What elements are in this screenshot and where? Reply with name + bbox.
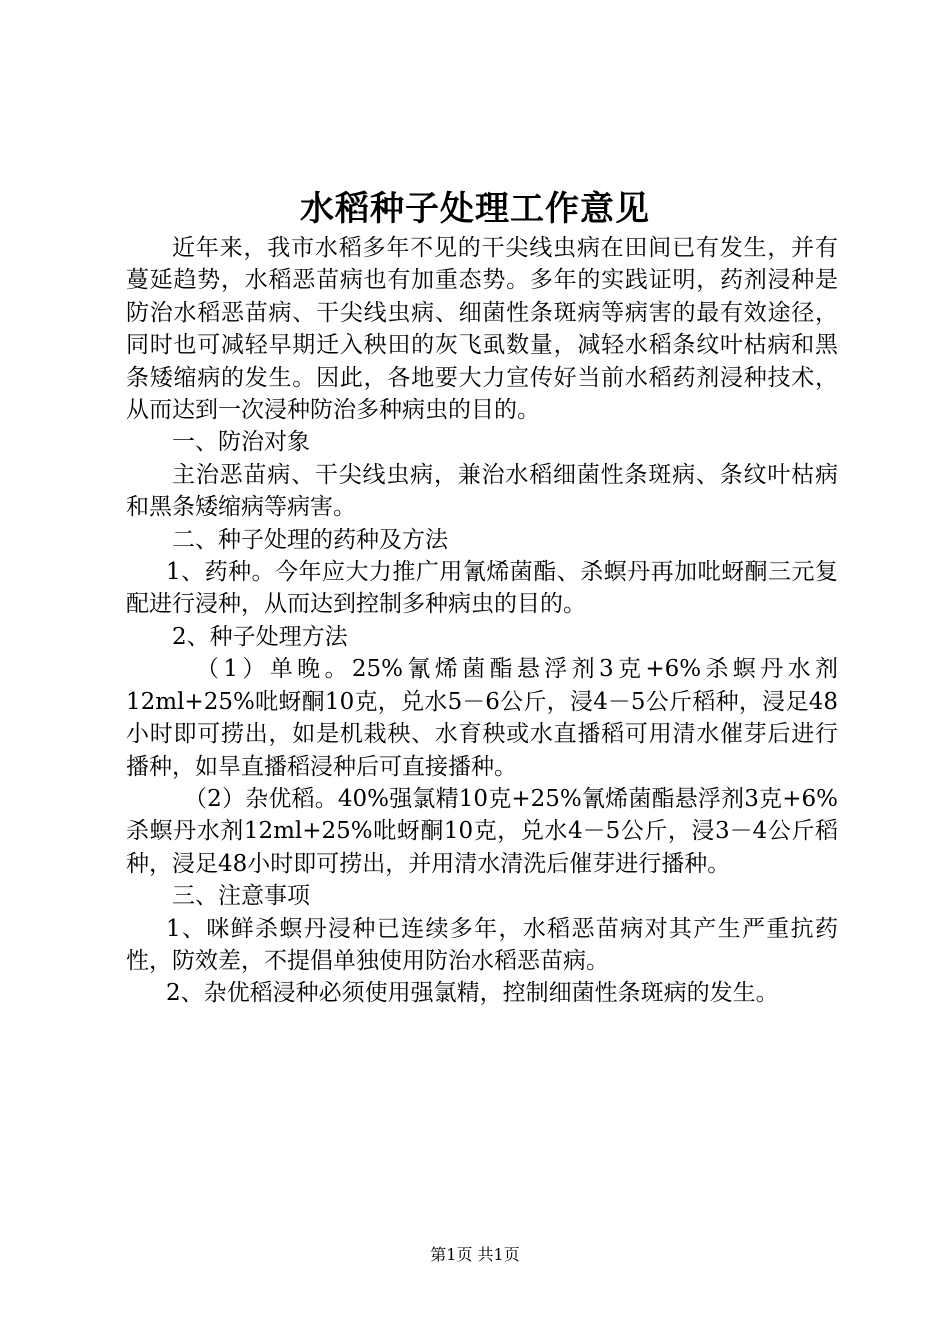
hybrid-rice-paragraph: （2）杂优稻。40%强氯精10克+25%氰烯菌酯悬浮剂3克+6%杀螟丹水剂12ml+25%吡蚜酮10克，兑水4－5公斤，浸3－4公斤稻种，浸足48小时即可捞出，并用清水清洗后催芽进行播种。 bbox=[126, 785, 838, 877]
document-title: 水稻种子处理工作意见 bbox=[300, 189, 650, 229]
subheading-treatment: 2、种子处理方法 bbox=[172, 623, 348, 650]
note-one-paragraph: 1、咪鲜杀螟丹浸种已连续多年，水稻恶苗病对其产生严重抗药性，防效差，不提倡单独使用防治水稻恶苗病。 bbox=[126, 915, 838, 974]
intro-paragraph: 近年来，我市水稻多年不见的干尖线虫病在田间已有发生，并有蔓延趋势，水稻恶苗病也有加重态势。多年的实践证明，药剂浸种是防治水稻恶苗病、干尖线虫病、细菌性条斑病等病害的最有效途径，同时也可减轻早期迁入秧田的灰飞虱数量，减轻水稻条纹叶枯病和黑条矮缩病的发生。因此，各地要大力宣传好当前水稻药剂浸种技术，从而达到一次浸种防治多种病虫的目的。 bbox=[126, 235, 838, 424]
note-two-paragraph: 2、杂优稻浸种必须使用强氯精，控制细菌性条斑病的发生。 bbox=[166, 980, 779, 1007]
single-late-rice-paragraph: （1）单晚。25%氰烯菌酯悬浮剂3克+6%杀螟丹水剂12ml+25%吡蚜酮10克，兑水5－6公斤，浸4－5公斤稻种，浸足48小时即可捞出，如是机栽秧、水育秧或水直播稻可用清水催芽后进行播种，如旱直播稻浸种后可直接播种。 bbox=[126, 656, 838, 780]
targets-paragraph: 主治恶苗病、干尖线虫病，兼治水稻细菌性条斑病、条纹叶枯病和黑条矮缩病等病害。 bbox=[126, 461, 838, 521]
page-number-footer: 第1页 共1页 bbox=[430, 1245, 520, 1264]
section-heading-methods: 二、种子处理的药种及方法 bbox=[172, 526, 448, 553]
section-heading-notes: 三、注意事项 bbox=[172, 883, 310, 910]
drugs-paragraph: 1、药种。今年应大力推广用氰烯菌酯、杀螟丹再加吡蚜酮三元复配进行浸种，从而达到控制多种病虫的目的。 bbox=[126, 559, 838, 618]
section-heading-targets: 一、防治对象 bbox=[172, 429, 310, 456]
document-body bbox=[126, 232, 838, 1010]
